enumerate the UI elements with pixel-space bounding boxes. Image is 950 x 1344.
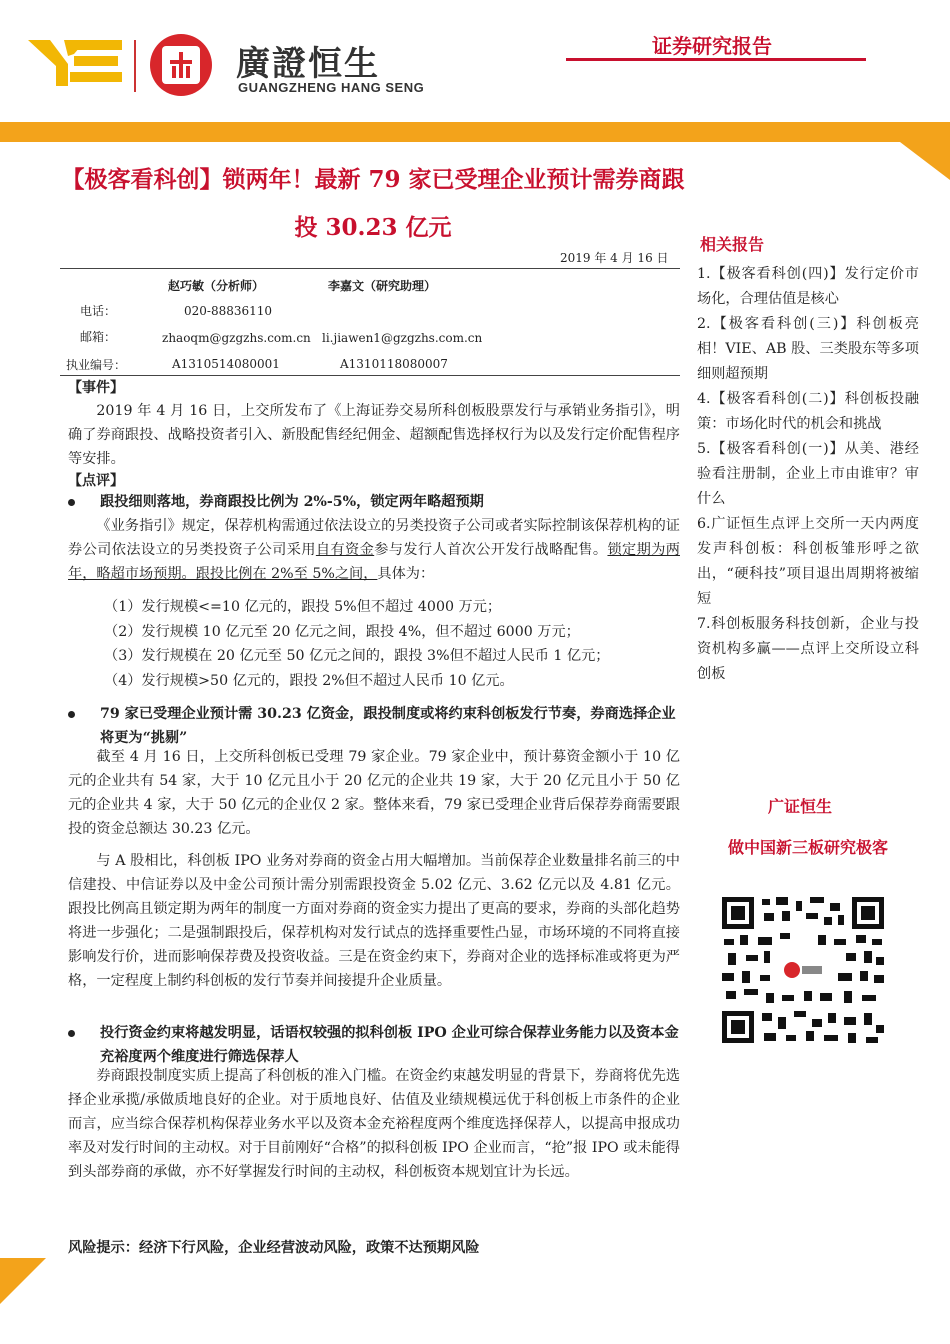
related-report-link[interactable]: 1.【极客看科创(四)】发行定价市场化，合理估值是核心 <box>697 266 919 307</box>
phone-label: 电话： <box>80 304 117 318</box>
bullet-1-title: 跟投细则落地，券商跟投比例为 2%-5%，锁定两年略超预期 <box>100 494 484 510</box>
bullet-1-paragraph: 《业务指引》规定，保荐机构需通过依法设立的另类投资子公司或者实际控制该保荐机构的证券公司依法设立的另类投资子公司采用自有资金参与发行人首次公开发行战略配售。锁定期为两年，略超市场预期。跟投比例在 2%至 5%之间，具体为： <box>68 518 680 582</box>
related-report-link[interactable]: 5.【极客看科创(一)】从美、港经验看注册制，企业上市由谁审？审什么 <box>697 441 919 507</box>
email-label: 邮箱： <box>80 330 117 344</box>
company-logo-icon <box>28 34 124 92</box>
list-item: （3）发行规模在 20 亿元至 50 亿元之间的，跟投 3%但不超过人民币 1 亿元； <box>104 648 610 664</box>
brand-name-en: GUANGZHENG HANG SENG <box>238 80 425 95</box>
analyst-1-license: A1310514080001 <box>172 357 280 371</box>
related-report-link[interactable]: 2.【极客看科创(三)】科创板亮相！VIE、AB 股、三类股东等多项细则超预期 <box>697 316 919 382</box>
event-heading: 【事件】 <box>68 380 124 396</box>
related-reports-list <box>697 262 919 687</box>
risk-warning: 风险提示：经济下行风险，企业经营波动风险，政策不达预期风险 <box>68 1240 480 1256</box>
bullet-3 <box>68 1021 680 1069</box>
analyst-1-name: 赵巧敏（分析师） <box>168 279 265 293</box>
report-type-label: 证券研究报告 <box>652 34 772 58</box>
event-paragraph: 2019 年 4 月 16 日，上交所发布了《上海证券交易所科创板股票发行与承销业务指引》，明确了券商跟投、战略投资者引入、新股配售经纪佣金、超额配售选择权行为以及发行定价配售程序等安排。 <box>68 403 680 467</box>
list-item: （2）发行规模 10 亿元至 20 亿元之间，跟投 4%，但不超过 6000 万元； <box>104 623 580 640</box>
bullet-dot-icon <box>68 711 75 718</box>
list-item: （4）发行规模>50 亿元的，跟投 2%但不超过人民币 10 亿元。 <box>104 672 514 689</box>
license-label: 执业编号： <box>66 358 127 372</box>
analyst-2-license: A1310118080007 <box>340 357 448 371</box>
follow-ratio-list <box>104 595 684 693</box>
analyst-1-email[interactable]: zhaoqm@gzgzhs.com.cn <box>162 331 311 345</box>
bullet-3-title: 投行资金约束将越发明显，话语权较强的拟科创板 IPO 企业可综合保荐业务能力以及资本金充裕度两个维度进行筛选保荐人 <box>100 1025 679 1065</box>
bullet-2-paragraph-1: 截至 4 月 16 日，上交所科创板已受理 79 家企业。79 家企业中，预计募资金额小于 10 亿元的企业共有 54 家，大于 10 亿元且小于 20 亿元的企业共 19 家，大于 20 亿元且小于 50 亿元的企业共 4 家，大于 50 亿元的企业仅 2 家。整体来看，79 家已受理企业背后保荐券商需要跟投的资金总额达 30.23 亿元。 <box>68 749 680 837</box>
logo-divider <box>134 40 136 92</box>
brand-name-cn: 廣證恒生 <box>236 44 380 84</box>
sidebar-slogan: 做中国新三板研究极客 <box>727 838 888 857</box>
sidebar-brand: 广证恒生 <box>767 797 832 816</box>
analyst-2-email[interactable]: li.jiawen1@gzgzhs.com.cn <box>322 331 483 345</box>
bullet-2-title: 79 家已受理企业预计需 30.23 亿资金，跟投制度或将约束科创板发行节奏，券商选择企业将更为“挑剔” <box>100 706 676 746</box>
header-band-fold <box>900 142 950 180</box>
related-report-link[interactable]: 7.科创板服务科技创新，企业与投资机构多赢——点评上交所设立科创板 <box>697 616 919 682</box>
bullet-2-paragraph-2: 与 A 股相比，科创板 IPO 业务对券商的资金占用大幅增加。当前保荐企业数量排名前三的中信建投、中信证券以及中金公司预计需分别需跟投资金 5.02 亿元、3.62 亿元以及 4.81 亿元。跟投比例高且锁定期为两年的制度一方面对券商的资金实力提出了更高的要求，券商的头部化趋势将进一步强化；二是强制跟投后，保荐机构对发行试点的选择重要性凸显，市场环境的不同将直接影响发行价，进而影响保荐费及投资收益。三是在资金约束下，券商对企业的选择标准或将更为严格，一定程度上制约科创板的发行节奏并间接提升企业质量。 <box>68 853 680 989</box>
related-report-link[interactable]: 6.广证恒生点评上交所一天内两度发声科创板：科创板雏形呼之欲出，“硬科技”项目退出周期将被缩短 <box>697 516 919 607</box>
analyst-2-name: 李嘉文（研究助理） <box>328 279 437 293</box>
list-item: （1）发行规模<=10 亿元的，跟投 5%但不超过 4000 万元； <box>104 599 502 615</box>
qr-code-icon[interactable] <box>720 895 886 1045</box>
bullet-3-paragraph: 券商跟投制度实质上提高了科创板的准入门槛。在资金约束越发明显的背景下，券商将优先选择企业承揽/承做质地良好的企业。对于质地良好、估值及业绩规模远优于科创板上市条件的企业而言，应当综合保荐机构保荐业务水平以及资本金充裕程度两个维度选择保荐人，以提高申报成功率及对发行时间的主动权。对于目前刚好“合格”的拟科创板 IPO 企业而言，“抢”报 IPO 或未能得到头部券商的承做，亦不好掌握发行时间的主动权，科创板资本规划宜计为长远。 <box>68 1068 680 1180</box>
report-type-underline <box>566 58 866 61</box>
bullet-1 <box>68 490 680 514</box>
header-band <box>0 122 950 142</box>
analyst-1-phone: 020-88836110 <box>184 304 273 318</box>
title-rule <box>60 268 680 269</box>
related-reports-title: 相关报告 <box>700 235 765 254</box>
footer-corner <box>0 1258 46 1304</box>
bullet-dot-icon <box>68 1030 75 1037</box>
review-heading: 【点评】 <box>68 473 124 489</box>
bullet-2 <box>68 702 680 750</box>
report-title: 【极客看科创】锁两年！最新 79 家已受理企业预计需券商跟投 30.23 亿元 <box>61 166 685 241</box>
report-date: 2019 年 4 月 16 日 <box>560 251 669 265</box>
analyst-rule <box>60 375 680 376</box>
related-report-link[interactable]: 4.【极客看科创(二)】科创板投融策：市场化时代的机会和挑战 <box>697 391 919 432</box>
bullet-dot-icon <box>68 499 75 506</box>
seal-logo-icon <box>150 34 212 96</box>
